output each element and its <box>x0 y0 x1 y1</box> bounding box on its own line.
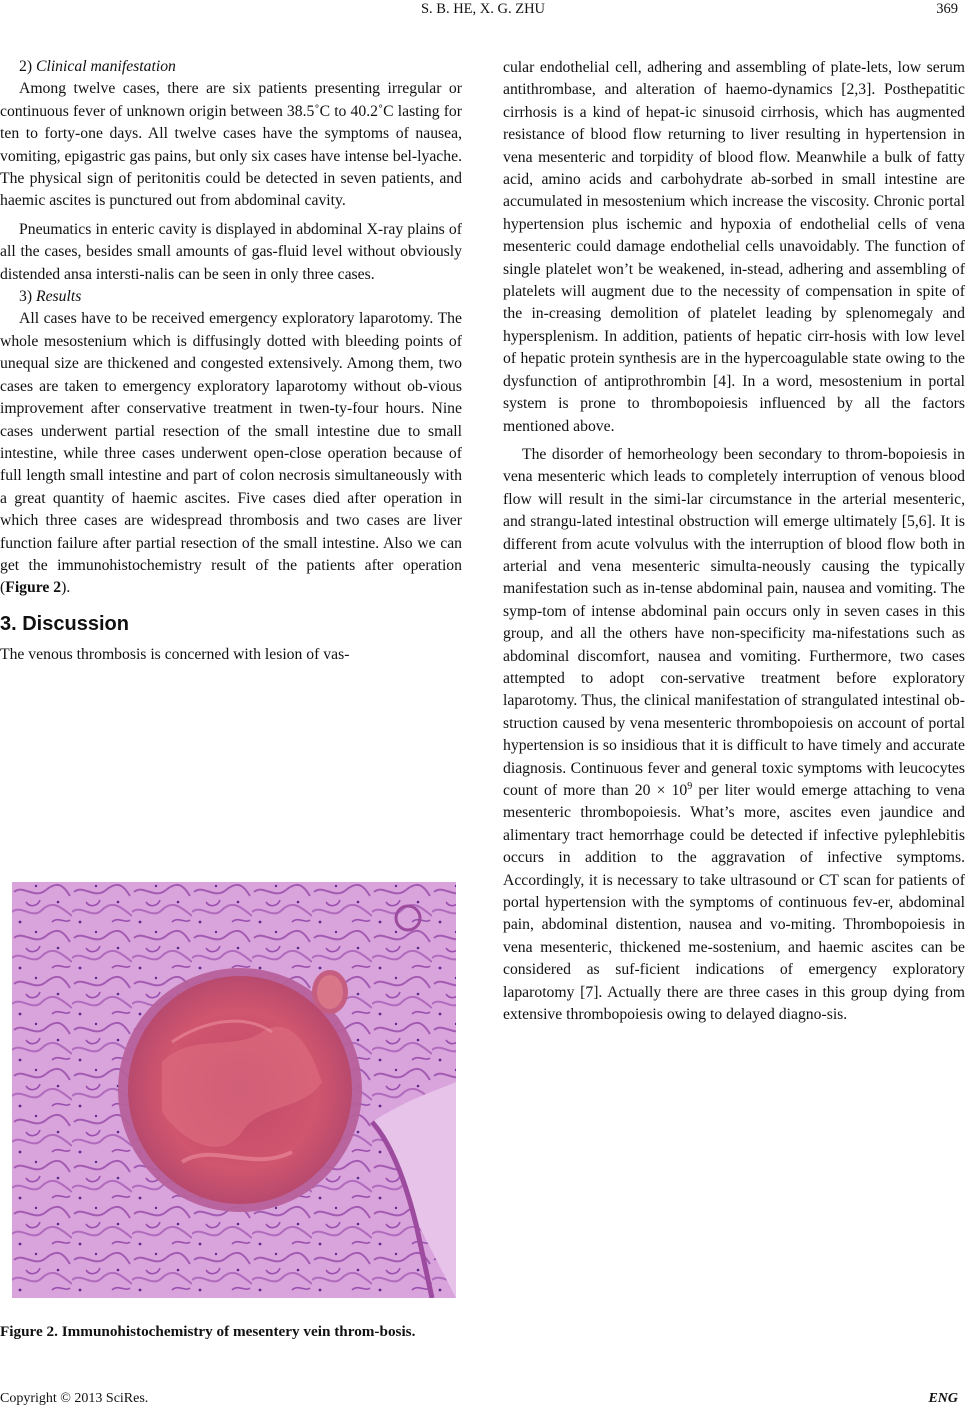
figure-reference-link[interactable]: Figure 2 <box>5 579 62 597</box>
page-header <box>0 1 966 23</box>
paragraph: The disorder of hemorheology been secondary to throm-bopoiesis in vena mesenteric which leads to completely interruption of venous blood flow will result in the simi-lar circumstance in the arterial mesenteric, and strangu-lated intestinal obstruction will emerge ultimately [5,6]. It is different from acute volvulus with the interruption of blood flow both in arterial and vena mesenteric simulta-neously causing the typically manifestation such as in-tense abdominal pain, nausea and vomiting. The symp-tom of intense abdominal pain occurs only in seven cases in this group, and all the others have non-specificity ma-nifestations such as abdominal discomfort, nausea and vomiting. Furthermore, two cases attempted to adopt con-servative treatment before exploratory laparotomy. Thus, the clinical manifestation of strangulated intestinal ob-struction caused by vena mesenteric thrombopoiesis on account of portal hypertension is so insidious that it is difficult to have timely and accurate diagnosis. Continuous fever and general toxic symptoms with leucocytes count of more than $20 \times 10^9$ per liter would emerge attaching to vena mesenteric thrombopoiesis. What’s more, ascites even jaundice and alimentary tract hemorrhage could be detected if infective pylephlebitis occurs in addition to the aggravation of infective symptoms. Accordingly, it is necessary to take ultrasound or CT scan for patients of portal hypertension with the symptoms of continuous fev-er, abdominal pain, abdominal distention, nausea and vo-miting. Thrombopoiesis in vena mesenteric, thickened me-sostenium, and haemic ascites can be considered as suf-ficient indications of emergency exploratory laparotomy [7]. Actually there are three cases in this group dying from extensive thrombopoiesis owing to delayed diagno-sis. <box>503 445 965 1024</box>
paragraph: cular endothelial cell, adhering and assembling of plate-lets, low serum antithrombase, and alteration of haemo-dynamics [2,3]. Posthepatitic cirrhosis is a kind of hepat-ic sinusoid cirrhosis, which has augmented resistance of blood flow returning to liver resulting in hypertension in vena mesenteric and torpidity of blood flow. Meanwhile a bulk of fatty acid, amino acids and carbohydrate ab-sorbed in small intestine are accumulated in mesostenium which increase the viscosity. Chronic portal hypertension plus ischemic and hypoxia of endothelial cells of vena mesenteric could damage endothelial cells unavoidably. The function of single platelet won’t be weakened, in-stead, adhering and assembling of platelets will augment due to the necessity of compensation in spite of the in-creasing demolition of platelet leading by splenomegaly and hypersplenism. In addition, patients of hepatic cirr-hosis with low level of hepatic protein synthesis are in the hypercoagulable state owing to the dysfunction of antiprothrombin [4]. In a word, mesostenium in portal system is prone to thrombopoiesis influenced by all the factors mentioned above. <box>503 59 965 435</box>
paragraph: Among twelve cases, there are six patients presenting irregular or continuous fever of unknown origin between 38.5˚C to 40.2˚C lasting for ten to forty-one days. All twelve cases have the symptoms of nausea, vomiting, epigastric gas pains, but only six cases have intense bel-lyache. The physical sign of peritonitis could be detected in seven patients, and haemic ascites is punctured out from abdominal cavity. <box>0 80 462 210</box>
figure-caption: Figure 2. Immunohistochemistry of mesentery vein throm-bosis. <box>0 1323 416 1340</box>
left-column <box>0 56 462 667</box>
journal-abbreviation: ENG <box>928 1391 958 1406</box>
copyright-notice: Copyright © 2013 SciRes. <box>0 1391 149 1406</box>
paragraph: Pneumatics in enteric cavity is displayed in abdominal X-ray plains of all the cases, besides small amounts of gas-fluid level without obviously distended ansa intersti-nalis can be seen in only three cases. <box>0 220 462 283</box>
histology-figure-image <box>12 882 456 1298</box>
running-title: S. B. HE, X. G. ZHU <box>420 1 546 17</box>
paragraph: All cases have to be received emergency exploratory laparotomy. The whole mesostenium which is diffusingly dotted with bleeding points of unequal size are thickened and congested extensively. Among them, two cases are taken to emergency exploratory laparotomy without ob-vious improvement after conservative treatment in twen-ty-four hours. Nine cases underwent partial resection of the small intestine due to small intestine, while three cases underwent open-close operation because of full length small intestine and part of colon necrosis simultaneously with a great quantity of haemic ascites. Five cases died after operation in which three cases are widespread thrombosis and two cases are liver function failure after partial resection of the small intestine. Also we can get the immunohistochemistry result of the patients after operation (Figure 2). <box>0 310 462 597</box>
right-column <box>503 57 965 1026</box>
histology-micrograph <box>12 882 456 1298</box>
paragraph: The venous thrombosis is concerned with lesion of vas- <box>0 646 350 664</box>
subsection-heading-clinical: 2) Clinical manifestation <box>19 58 176 75</box>
subsection-heading-results: 3) Results <box>19 288 82 306</box>
page-number: 369 <box>936 1 958 17</box>
section-heading: 3. Discussion <box>0 612 129 635</box>
